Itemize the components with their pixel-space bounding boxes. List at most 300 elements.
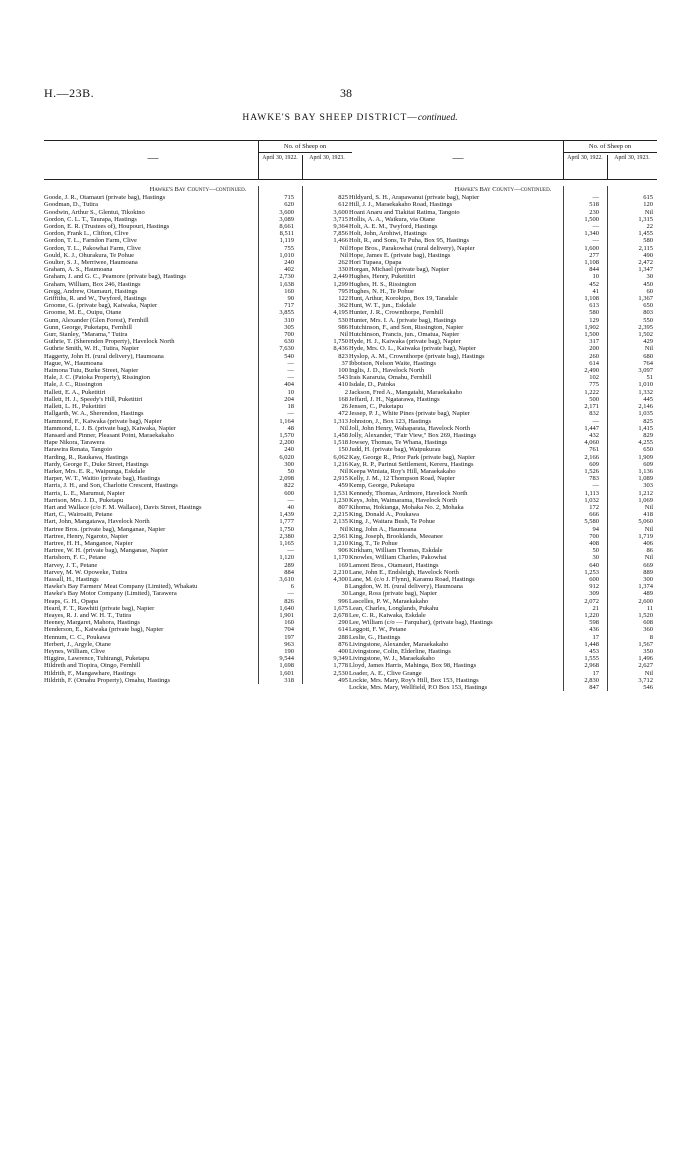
sheep-1922: 317	[589, 338, 599, 346]
sheep-1923: 1,332	[638, 388, 653, 396]
owner-name-address: Hallett, E. A., Puketitiri	[44, 388, 106, 396]
table-row	[44, 209, 352, 216]
table-row	[349, 410, 657, 417]
table-row	[44, 461, 352, 468]
owner-name-address: Lockie, Mrs. Mary, Roy's Hill, Box 153, Hastings	[349, 676, 479, 684]
owner-name-address: Hart, C., Wairoaiti, Petane	[44, 511, 113, 519]
sheep-1923: 1,367	[638, 295, 653, 303]
sheep-1922: 300	[284, 460, 294, 468]
sheep-1922: 5,580	[584, 518, 599, 526]
owner-name-address: Hildreth and Tiopira, Oingo, Fernhill	[44, 662, 141, 670]
sheep-1923: 4,195	[333, 309, 348, 317]
owner-name-address: Guthrie Smith, W. H., Tutira, Napier	[44, 345, 139, 353]
sheep-1922: 598	[589, 619, 599, 627]
header-dash: —	[147, 152, 159, 164]
owner-name-address: Irais Kararuia, Omahu, Fernhill	[349, 374, 432, 382]
sheep-1922: 197	[284, 633, 294, 641]
sheep-1923: Nil	[644, 503, 653, 511]
sheep-1923: 615	[643, 194, 653, 202]
table-row	[44, 626, 352, 633]
owner-name-address: Johnston, J., Box 123, Hastings	[349, 417, 431, 425]
table-row	[44, 446, 352, 453]
owner-name-address: Gordon, T. L., Farndon Farm, Clive	[44, 237, 137, 245]
owner-name-address: Jowsey, Thomas, Te Whana, Hastings	[349, 439, 448, 447]
owner-name-address: Guthrie, T. (Sherenden Property), Havelock North	[44, 338, 175, 346]
sheep-1923: 889	[643, 568, 653, 576]
sheep-1923: 362	[338, 302, 348, 310]
table-row	[44, 237, 352, 244]
owner-name-address: Hart, John, Mangatawa, Havelock North	[44, 518, 150, 526]
table-row	[44, 230, 352, 237]
sheep-1923: 350	[643, 648, 653, 655]
sheep-1923: 795	[338, 287, 348, 295]
sheep-1923: Nil	[339, 244, 348, 252]
sheep-1923: 410	[338, 381, 348, 389]
owner-name-address: Jolly, Alexander, "Fair View," Box 269, Hastings	[349, 431, 477, 439]
sheep-1922: 1,120	[279, 554, 294, 562]
sheep-1922: 10	[592, 273, 599, 281]
sheep-1923: 825	[338, 194, 348, 202]
table-row	[44, 389, 352, 396]
sheep-1923: 609	[643, 460, 653, 468]
table-row	[349, 201, 657, 208]
owner-name-address: Harrison, Mrs. J. D., Puketapu	[44, 496, 124, 504]
table-row	[44, 497, 352, 504]
sheep-1923: 5,060	[638, 518, 653, 526]
owner-name-address: Holt, R., and Sons, Te Puha, Box 95, Hastings	[349, 237, 470, 245]
owner-name-address: Hague, W., Haumoana	[44, 359, 103, 367]
owner-name-address: Livingstone, Alexander, Maraekakaho	[349, 640, 449, 648]
sheep-1922: 94	[592, 525, 599, 533]
table-row	[349, 381, 657, 388]
sheep-1923: 8	[344, 583, 348, 591]
sheep-1923: 1,531	[333, 489, 348, 497]
sheep-1922: 600	[589, 575, 599, 583]
owner-name-address: Ibbotson, Nelson Waite, Hastings	[349, 359, 436, 367]
table-row	[44, 590, 352, 597]
sheep-1922: 452	[589, 280, 599, 288]
table-row	[44, 324, 352, 331]
sheep-1923: 1,315	[638, 215, 653, 223]
owner-name-address: Haimona Tutu, Burke Street, Napier	[44, 367, 139, 375]
sheep-1923: 22	[646, 223, 653, 231]
sheep-1922: 666	[589, 511, 599, 519]
table-row	[349, 216, 657, 223]
sheep-1923: 168	[338, 395, 348, 403]
sheep-1922: 600	[284, 489, 294, 497]
owner-name-address: Hunt, W. T., jun., Eskdale	[349, 302, 416, 310]
table-row	[44, 288, 352, 295]
table-row	[349, 360, 657, 367]
sheep-1922: 9,544	[279, 655, 294, 663]
sheep-1923: 803	[643, 309, 653, 317]
sheep-1923: 418	[643, 511, 653, 519]
sheep-1922: 172	[589, 503, 599, 511]
owner-name-address: Goodwin, Arthur S., Glentui, Tikokino	[44, 208, 145, 216]
sheep-1923: Nil	[339, 331, 348, 339]
table-row	[44, 309, 352, 316]
owner-name-address: Inglis, J. D., Havelock North	[349, 367, 425, 375]
table-row	[44, 511, 352, 518]
sheep-1923: 1,216	[333, 460, 348, 468]
sheep-1923: 86	[646, 547, 653, 555]
table-row	[349, 634, 657, 641]
sheep-1923: 2,530	[333, 669, 348, 677]
sheep-1923: 530	[338, 316, 348, 324]
table-row	[349, 677, 657, 684]
owner-name-address: Leggott, F. W., Petane	[349, 626, 407, 634]
sheep-1922: 847	[589, 684, 599, 692]
sheep-1922: 1,164	[279, 417, 294, 425]
owner-name-address: Kennedy, Thomas, Ardmore, Havelock North	[349, 489, 468, 497]
table-row	[44, 612, 352, 619]
sheep-1922: —	[287, 359, 294, 367]
owner-name-address: Gurr, Stanley, "Marama," Tutira	[44, 331, 128, 339]
owner-name-address: Lascelles, P. W., Maraekakaho	[349, 597, 429, 605]
sheep-1922: 826	[284, 597, 294, 605]
owner-name-address: Knowles, William Charles, Pakowhai	[349, 554, 447, 562]
table-row	[44, 490, 352, 497]
sheep-1923: 400	[338, 648, 348, 655]
sheep-1922: —	[287, 590, 294, 598]
sheep-1923: 1,374	[638, 583, 653, 591]
sheep-1922: 309	[589, 590, 599, 598]
table-row	[349, 331, 657, 338]
table-row	[44, 410, 352, 417]
sheep-1922: 1,119	[279, 237, 294, 245]
sheep-1922: 2,200	[279, 439, 294, 447]
owner-name-address: Harris, J. H., and Son, Charlotte Crescent, Hastings	[44, 482, 178, 490]
owner-name-address: Lange, Ross (private bag), Napier	[349, 590, 438, 598]
table-row	[44, 554, 352, 561]
sheep-1923: 1,458	[333, 431, 348, 439]
table-row	[349, 281, 657, 288]
sheep-1922: 700	[589, 532, 599, 540]
sheep-1923: 290	[338, 619, 348, 627]
owner-name-address: Lee, William (c/o — Farquhar), (private bag), Hastings	[349, 619, 493, 627]
sheep-1923: Nil	[644, 554, 653, 562]
sheep-1922: 715	[284, 194, 294, 202]
sheep-1923: 1,675	[333, 604, 348, 612]
sheep-1923: 1,518	[333, 439, 348, 447]
table-row	[44, 677, 352, 684]
sheep-1923: Nil	[644, 208, 653, 216]
owner-name-address: Isdale, D., Patoka	[349, 381, 396, 389]
table-row	[44, 605, 352, 612]
sheep-1923: 1,212	[638, 489, 653, 497]
sheep-1923: 4,300	[333, 575, 348, 583]
col-1923-header: April 30, 1923.	[614, 155, 650, 161]
owner-name-address: Hildrith, F. (Omahu Property), Omahu, Hastings	[44, 676, 171, 684]
table-row	[44, 374, 352, 381]
owner-name-address: Livingstone, W. J., Maraekakaho	[349, 655, 435, 663]
county-heading: Hawke's Bay County—continued.	[149, 186, 247, 193]
owner-name-address: Hildrith, F., Mangawhare, Hastings	[44, 669, 136, 677]
table-row	[44, 367, 352, 374]
table-row	[349, 309, 657, 316]
right-table-header	[349, 140, 657, 180]
table-row	[349, 396, 657, 403]
owner-name-address: Goode, J. R., Otamauri (private bag), Hastings	[44, 194, 166, 202]
table-row	[44, 482, 352, 489]
owner-name-address: Hope Bros., Parakowhai (rural delivery), Napier	[349, 244, 475, 252]
owner-name-address: Goodman, D., Tutira	[44, 201, 98, 209]
sheep-1923: 829	[643, 431, 653, 439]
sheep-1923: 1,567	[638, 640, 653, 648]
sheep-1922: 775	[589, 381, 599, 389]
sheep-1923: 614	[338, 626, 348, 634]
owner-name-address: Harper, W. T., Waitio (private bag), Hastings	[44, 475, 161, 483]
table-row	[44, 266, 352, 273]
table-row	[349, 288, 657, 295]
table-row	[349, 237, 657, 244]
table-row	[44, 518, 352, 525]
table-row	[44, 454, 352, 461]
sheep-1922: 1,448	[584, 640, 599, 648]
sheep-1922: 1,777	[279, 518, 294, 526]
owner-name-address: Hoani Anaru and Tiakitai Ratima, Tangoio	[349, 208, 460, 216]
sheep-1922: 40	[287, 503, 294, 511]
sheep-1922: 453	[589, 648, 599, 655]
sheep-1922: 277	[589, 251, 599, 259]
sheep-1922: 1,108	[584, 259, 599, 267]
sheep-1923: 580	[643, 237, 653, 245]
sheep-1922: 822	[284, 482, 294, 490]
sheep-1923: 1,210	[333, 539, 348, 547]
owner-name-address: Gunn, George, Puketapu, Fernhill	[44, 323, 132, 331]
sheep-1923: 2,678	[333, 611, 348, 619]
table-row	[44, 259, 352, 266]
table-row	[44, 281, 352, 288]
sheep-1922: 190	[284, 648, 294, 655]
sheep-1923: 100	[338, 367, 348, 375]
sheep-1923: Nil	[339, 424, 348, 432]
owner-name-address: Hunt, Arthur, Korokipo, Box 19, Taradale	[349, 295, 458, 303]
sheep-1922: 50	[287, 467, 294, 475]
owner-name-address: Hawke's Bay Motor Company (Limited), Tarawera	[44, 590, 177, 598]
table-row	[349, 338, 657, 345]
owner-name-address: Lloyd, James Harris, Mahinga, Box 98, Hastings	[349, 662, 477, 670]
sheep-1922: 1,901	[279, 611, 294, 619]
sheep-1923: 26	[341, 403, 348, 411]
sheep-1922: 289	[284, 561, 294, 569]
sheep-1923: 2,146	[638, 403, 653, 411]
owner-name-address: King, Donald A., Poukawa	[349, 511, 420, 519]
sheep-1923: Nil	[339, 467, 348, 475]
sheep-1922: —	[592, 417, 599, 425]
sheep-1923: 3,097	[638, 367, 653, 375]
sheep-1922: 3,610	[279, 575, 294, 583]
table-row	[349, 518, 657, 525]
owner-name-address: Harvey, J. T., Petane	[44, 561, 98, 569]
owner-name-address: Hartree, Henry, Ngaroto, Napier	[44, 532, 129, 540]
sheep-1923: 490	[643, 251, 653, 259]
sheep-1922: 1,750	[279, 525, 294, 533]
sheep-1922: 200	[589, 345, 599, 353]
table-row	[349, 230, 657, 237]
sheep-1923: Nil	[644, 669, 653, 677]
sheep-1922: 436	[589, 626, 599, 634]
sheep-1922: 2,380	[279, 532, 294, 540]
sheep-1923: 9,364	[333, 223, 348, 231]
owner-name-address: Hutchinson, F., and Son, Rissington, Napier	[349, 323, 464, 331]
table-row	[44, 641, 352, 648]
owner-name-address: Harker, Mrs. E. R., Waipunga, Eskdale	[44, 467, 146, 475]
table-row	[44, 439, 352, 446]
owner-name-address: Kemp, George, Puketapu	[349, 482, 415, 490]
sheep-1923: 1,778	[333, 662, 348, 670]
sheep-1922: 41	[592, 287, 599, 295]
table-row	[349, 461, 657, 468]
sheep-1922: 640	[589, 561, 599, 569]
table-row	[44, 533, 352, 540]
sheep-1923: Nil	[644, 525, 653, 533]
owner-name-address: Hartshorn, F. C., Petane	[44, 554, 107, 562]
owner-name-address: Hunter, J. R., Crownthorpe, Fernhill	[349, 309, 444, 317]
table-row	[349, 353, 657, 360]
table-row	[349, 511, 657, 518]
table-row	[44, 648, 352, 655]
sheep-1923: 120	[643, 201, 653, 209]
owner-name-address: Hildyard, S. H., Arapawanui (private bag), Napier	[349, 194, 480, 202]
table-row	[44, 475, 352, 482]
sheep-1923: 2,215	[333, 511, 348, 519]
sheep-1922: 310	[284, 316, 294, 324]
table-row	[44, 425, 352, 432]
sheep-1922: 432	[589, 431, 599, 439]
sheep-1922: 761	[589, 446, 599, 454]
sheep-1923: 823	[338, 352, 348, 360]
owner-name-address: Herbert, J., Argyle, Otane	[44, 640, 111, 648]
owner-name-address: Livingstone, Colin, Elderline, Hastings	[349, 648, 451, 655]
col-1923-header: April 30, 1923.	[309, 155, 345, 161]
sheep-1923: 1,313	[333, 417, 348, 425]
sheep-1922: —	[592, 482, 599, 490]
owner-name-address: Heaps, G. H., Opapa	[44, 597, 98, 605]
table-row	[349, 418, 657, 425]
owner-name-address: Holt, John, Arohiwi, Hastings	[349, 230, 427, 238]
table-row	[44, 201, 352, 208]
sheep-1923: 11	[646, 604, 653, 612]
table-row	[44, 662, 352, 669]
table-row	[44, 302, 352, 309]
sheep-1923: 262	[338, 259, 348, 267]
sheep-1923: 1,069	[638, 496, 653, 504]
sheep-1922: 700	[284, 331, 294, 339]
owner-name-address: Hughes, H. S., Rissington	[349, 280, 417, 288]
sheep-1923: 1,520	[638, 611, 653, 619]
table-row	[349, 367, 657, 374]
sheep-1923: 360	[643, 626, 653, 634]
sheep-1923: 1,909	[638, 453, 653, 461]
sheep-1922: 1,032	[584, 496, 599, 504]
sheep-1923: 1,347	[638, 266, 653, 274]
sheep-1922: —	[287, 367, 294, 375]
table-row	[44, 619, 352, 626]
owner-name-address: Lane, John E., Endsleigh, Havelock North	[349, 568, 459, 576]
owner-name-address: Hansard and Pinner, Pleasant Point, Maraekakaho	[44, 431, 174, 439]
sheep-1922: 755	[284, 244, 294, 252]
owner-name-address: Hughes, N. H., Te Pohue	[349, 287, 414, 295]
sheep-1923: 1,136	[638, 467, 653, 475]
sheep-1923: 459	[338, 482, 348, 490]
col-1922-header: April 30, 1922.	[262, 155, 298, 161]
sheep-1923: 4,255	[638, 439, 653, 447]
sheep-1922: 102	[589, 374, 599, 382]
no-of-sheep-header: No. of Sheep on	[258, 143, 352, 153]
sheep-1922: 540	[284, 352, 294, 360]
owner-name-address: Kirkham, William Thomas, Eskdale	[349, 547, 443, 555]
sheep-1923: 303	[643, 482, 653, 490]
table-row	[44, 655, 352, 662]
sheep-1922: 1,447	[584, 424, 599, 432]
table-row	[349, 619, 657, 626]
owner-name-address: Hunter, Mrs. I. A. (private bag), Hastings	[349, 316, 457, 324]
sheep-1922: —	[592, 194, 599, 202]
owner-name-address: King, J., Waitara Bush, Te Pohue	[349, 518, 435, 526]
sheep-1922: 630	[284, 338, 294, 346]
sheep-1923: 9,349	[333, 655, 348, 663]
sheep-1922: 518	[589, 201, 599, 209]
sheep-1923: 3,600	[333, 208, 348, 216]
owner-name-address: Gordon, C. L. T., Taurapa, Hastings	[44, 215, 137, 223]
sheep-1922: 6	[290, 583, 294, 591]
table-row	[44, 562, 352, 569]
table-row	[349, 641, 657, 648]
owner-name-address: Hallett, H. J., Speedy's Hill, Puketitiri	[44, 395, 143, 403]
sheep-1922: 30	[592, 554, 599, 562]
sheep-1922: 4,060	[584, 439, 599, 447]
sheep-1923: 7,856	[333, 230, 348, 238]
table-row	[349, 295, 657, 302]
owner-name-address: Heynes, William, Clive	[44, 648, 105, 655]
owner-name-address: Hallgarth, W. A., Sherendon, Hastings	[44, 410, 144, 418]
table-row	[349, 547, 657, 554]
table-row	[349, 526, 657, 533]
county-heading: Hawke's Bay County—continued.	[454, 186, 552, 193]
table-row	[349, 425, 657, 432]
table-row	[44, 504, 352, 511]
table-row	[44, 468, 352, 475]
sheep-1923: 1,299	[333, 280, 348, 288]
caption-main: HAWKE'S BAY SHEEP DISTRICT—	[242, 113, 418, 123]
table-row	[349, 432, 657, 439]
sheep-1922: 160	[284, 287, 294, 295]
sheep-1923: 445	[643, 395, 653, 403]
sheep-1923: 1,170	[333, 554, 348, 562]
sheep-1923: 150	[338, 446, 348, 454]
owner-name-address: Gregg, Andrew, Otamauri, Hastings	[44, 287, 138, 295]
sheep-1923: Nil	[644, 345, 653, 353]
owner-name-address: Keepa Winiata, Roy's Hill, Maraekakaho	[349, 467, 456, 475]
owner-name-address: Graham, A. S., Haumoana	[44, 266, 113, 274]
owner-name-address: Lane, M. (c/o J. Flynn), Karamu Road, Hastings	[349, 575, 475, 583]
table-row	[349, 540, 657, 547]
sheep-1923: 8	[649, 633, 653, 641]
sheep-1923: 2,915	[333, 475, 348, 483]
sheep-1922: 963	[284, 640, 294, 648]
sheep-1922: 2,830	[584, 676, 599, 684]
sheep-1922: 17	[592, 633, 599, 641]
sheep-1922: 6,020	[279, 453, 294, 461]
owner-name-address: Kay, George R., Prior Park (private bag), Napier	[349, 453, 475, 461]
sheep-1923: 1,719	[638, 532, 653, 540]
sheep-1923: 1,496	[638, 655, 653, 663]
sheep-1922: —	[287, 496, 294, 504]
sheep-1923: 495	[338, 676, 348, 684]
right-column	[349, 140, 657, 691]
sheep-1923: 3,715	[333, 215, 348, 223]
